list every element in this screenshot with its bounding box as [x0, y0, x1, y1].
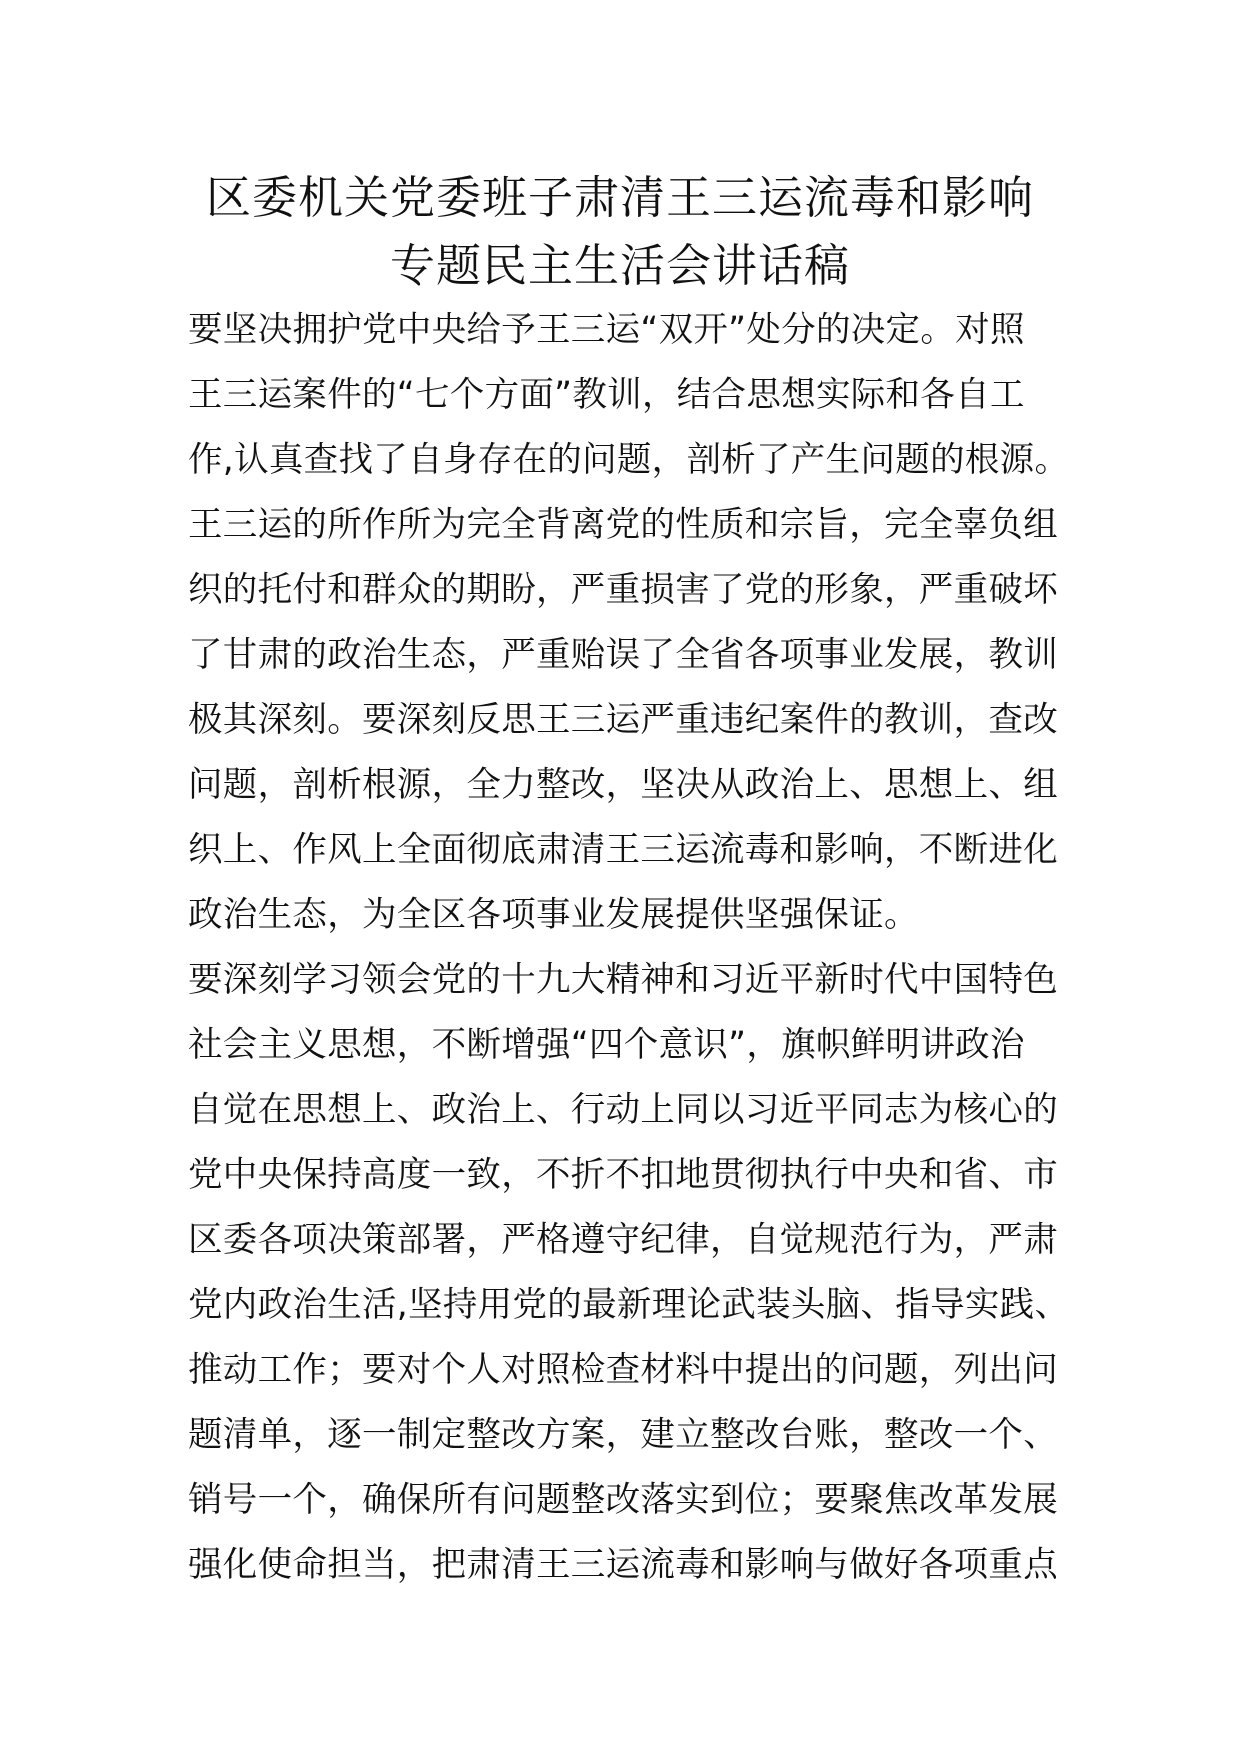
- document-title: [120, 164, 1120, 300]
- body-line: 作,认真查找了自身存在的问题，剖析了产生问题的根源。: [188, 440, 1070, 480]
- body-line: 题清单，逐一制定整改方案，建立整改台账，整改一个、: [188, 1415, 1058, 1455]
- title-line-1: 区委机关党委班子肃清王三运流毒和影响: [205, 171, 1034, 224]
- body-line: 王三运的所作所为完全背离党的性质和宗旨，完全辜负组: [188, 505, 1058, 545]
- title-line-2: 专题民主生活会讲话稿: [389, 239, 850, 292]
- body-line: 问题，剖析根源，全力整改，坚决从政治上、思想上、组: [188, 765, 1058, 805]
- body-line: 织上、作风上全面彻底肃清王三运流毒和影响，不断进化: [188, 830, 1058, 870]
- body-line: 王三运案件的“七个方面”教训，结合思想实际和各自工: [188, 375, 1025, 415]
- body-line: 销号一个，确保所有问题整改落实到位；要聚焦改革发展: [188, 1480, 1058, 1520]
- document-body: [188, 298, 1070, 1598]
- body-line: 要深刻学习领会党的十九大精神和习近平新时代中国特色: [188, 960, 1058, 1000]
- body-line: 了甘肃的政治生态，严重贻误了全省各项事业发展，教训: [188, 635, 1058, 675]
- body-line: 推动工作；要对个人对照检查材料中提出的问题，列出问: [188, 1350, 1058, 1390]
- body-line: 自觉在思想上、政治上、行动上同以习近平同志为核心的: [188, 1090, 1058, 1130]
- body-line: 政治生态，为全区各项事业发展提供坚强保证。: [188, 895, 919, 935]
- body-line: 党中央保持高度一致，不折不扣地贯彻执行中央和省、市: [188, 1155, 1058, 1195]
- body-line: 要坚决拥护党中央给予王三运“双开”处分的决定。对照: [188, 310, 1025, 350]
- body-line: 社会主义思想，不断增强“四个意识”，旗帜鲜明讲政治: [188, 1025, 1025, 1065]
- body-line: 极其深刻。要深刻反思王三运严重违纪案件的教训，查改: [188, 700, 1058, 740]
- body-line: 织的托付和群众的期盼，严重损害了党的形象，严重破坏: [188, 570, 1058, 610]
- body-line: 强化使命担当，把肃清王三运流毒和影响与做好各项重点: [188, 1545, 1058, 1585]
- body-line: 区委各项决策部署，严格遵守纪律，自觉规范行为，严肃: [188, 1220, 1058, 1260]
- body-line: 党内政治生活,坚持用党的最新理论武装头脑、指导实践、: [188, 1285, 1070, 1325]
